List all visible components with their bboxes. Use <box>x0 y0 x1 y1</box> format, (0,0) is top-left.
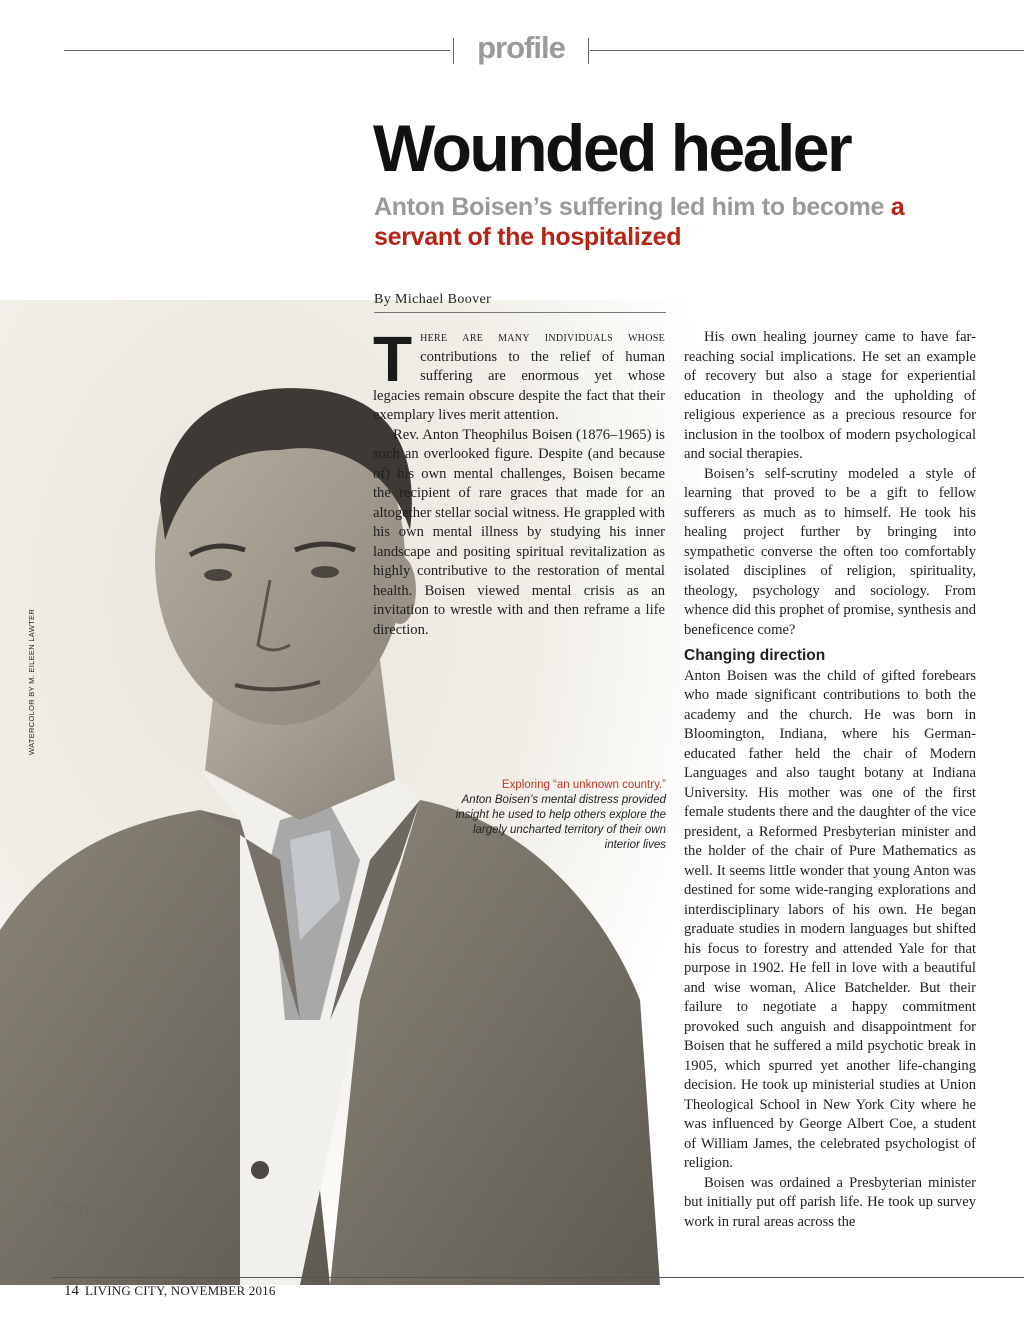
header-rule-right <box>590 50 1024 51</box>
magazine-issue: LIVING CITY, NOVEMBER 2016 <box>85 1283 276 1298</box>
illustration-credit <box>27 608 39 755</box>
caption-body: Anton Boisen’s mental distress provided insight he used to help others explore the largely uncharted territory of their own interior lives <box>455 794 666 851</box>
article-column-left <box>373 323 665 640</box>
footer-rule <box>52 1277 1024 1278</box>
header-tick-left <box>453 38 454 64</box>
article-column-right <box>684 328 976 1232</box>
paragraph: Anton Boisen was the child of gifted forebears who made significant contributions to both the academy and the church. He was born in Bloomington, Indiana, where his German-educated father held the chair of Modern Languages and also taught botany at Indiana University. His mother was one of the first female students there and the daughter of the vice president, a Reformed Presbyterian minister and the holder of the chair of Pure Mathematics as well. It seems little wonder that young Anton was destined for some wide-ranging explorations and interdisciplinary labors of his own. He began graduate studies in modern languages but shifted his focus to forestry and attended Yale for that purpose in 1902. He fell in love with a beautiful and wise woman, Alice Batchelder. But their failure to negotiate a happy commitment provoked such anguish and disappointment for Boisen that he suffered a mild psychotic break in 1905, which spurred yet another life-changing decision. He took up ministerial studies at Union Theological School in New York City where he was influenced by George Albert Coe, a student of William James, the celebrated psychologist of religion. <box>684 667 976 1171</box>
subheading: Changing direction <box>684 647 826 664</box>
paragraph: Rev. Anton Theophilus Boisen (1876–1965) is such an overlooked figure. Despite (and because of) his own mental challenges, Boisen became the recipient of rare graces that made for an altogether stellar social witness. He grappled with his own mental illness by studying his inner landscape and positing spiritual revitalization as highly contributive to the restoration of mental health. Boisen viewed mental crisis as an invitation to wrestle with and then reframe a life direction. <box>373 426 665 638</box>
article-deck <box>374 192 974 252</box>
header-rule-left <box>64 50 450 51</box>
photo-caption <box>440 778 666 853</box>
article-headline: Wounded healer <box>373 111 851 185</box>
paragraph: Boisen was ordained a Presbyterian minister but initially put off parish life. He took up survey work in rural areas across the <box>684 1174 976 1230</box>
illustration-credit-text: WATERCOLOR BY M. EILEEN LAWTER <box>27 608 36 755</box>
page-number: 14 <box>64 1283 79 1299</box>
header-tick-right <box>588 38 589 64</box>
drop-cap: T <box>373 323 413 395</box>
byline: By Michael Boover <box>374 292 666 313</box>
deck-text: Anton Boisen’s suffering led him to become <box>374 193 891 221</box>
paragraph <box>373 323 665 426</box>
paragraph-text: contributions to the relief of human suffering are enormous yet whose legacies remain obscure despite the fact that their exemplary lives merit attention. <box>373 348 665 423</box>
section-label: profile <box>477 30 565 65</box>
caption-lead: Exploring “an unknown country.” <box>501 779 666 791</box>
paragraph: Boisen’s self-scrutiny modeled a style of learning that proved to be a gift to fellow sufferers as much as to himself. He took his healing project further by bringing into sympathetic converse the often too comfortably isolated disciplines of religion, spirituality, theology, psychology and sociology. From whence did this prophet of promise, synthesis and beneficence come? <box>684 465 976 638</box>
page-footer <box>64 1283 276 1300</box>
lead-in: here are many individuals whose <box>420 329 665 345</box>
paragraph: His own healing journey came to have far-reaching social implications. He set an example of recovery but also a stage for experiential education in theology and the upholding of religious experience as a precious resource for inclusion in the toolbox of modern psychological and social therapies. <box>684 329 976 462</box>
deck-accent: a servant of the hospitalized <box>374 193 905 251</box>
artist-signature: metal 2016 <box>51 1196 151 1230</box>
